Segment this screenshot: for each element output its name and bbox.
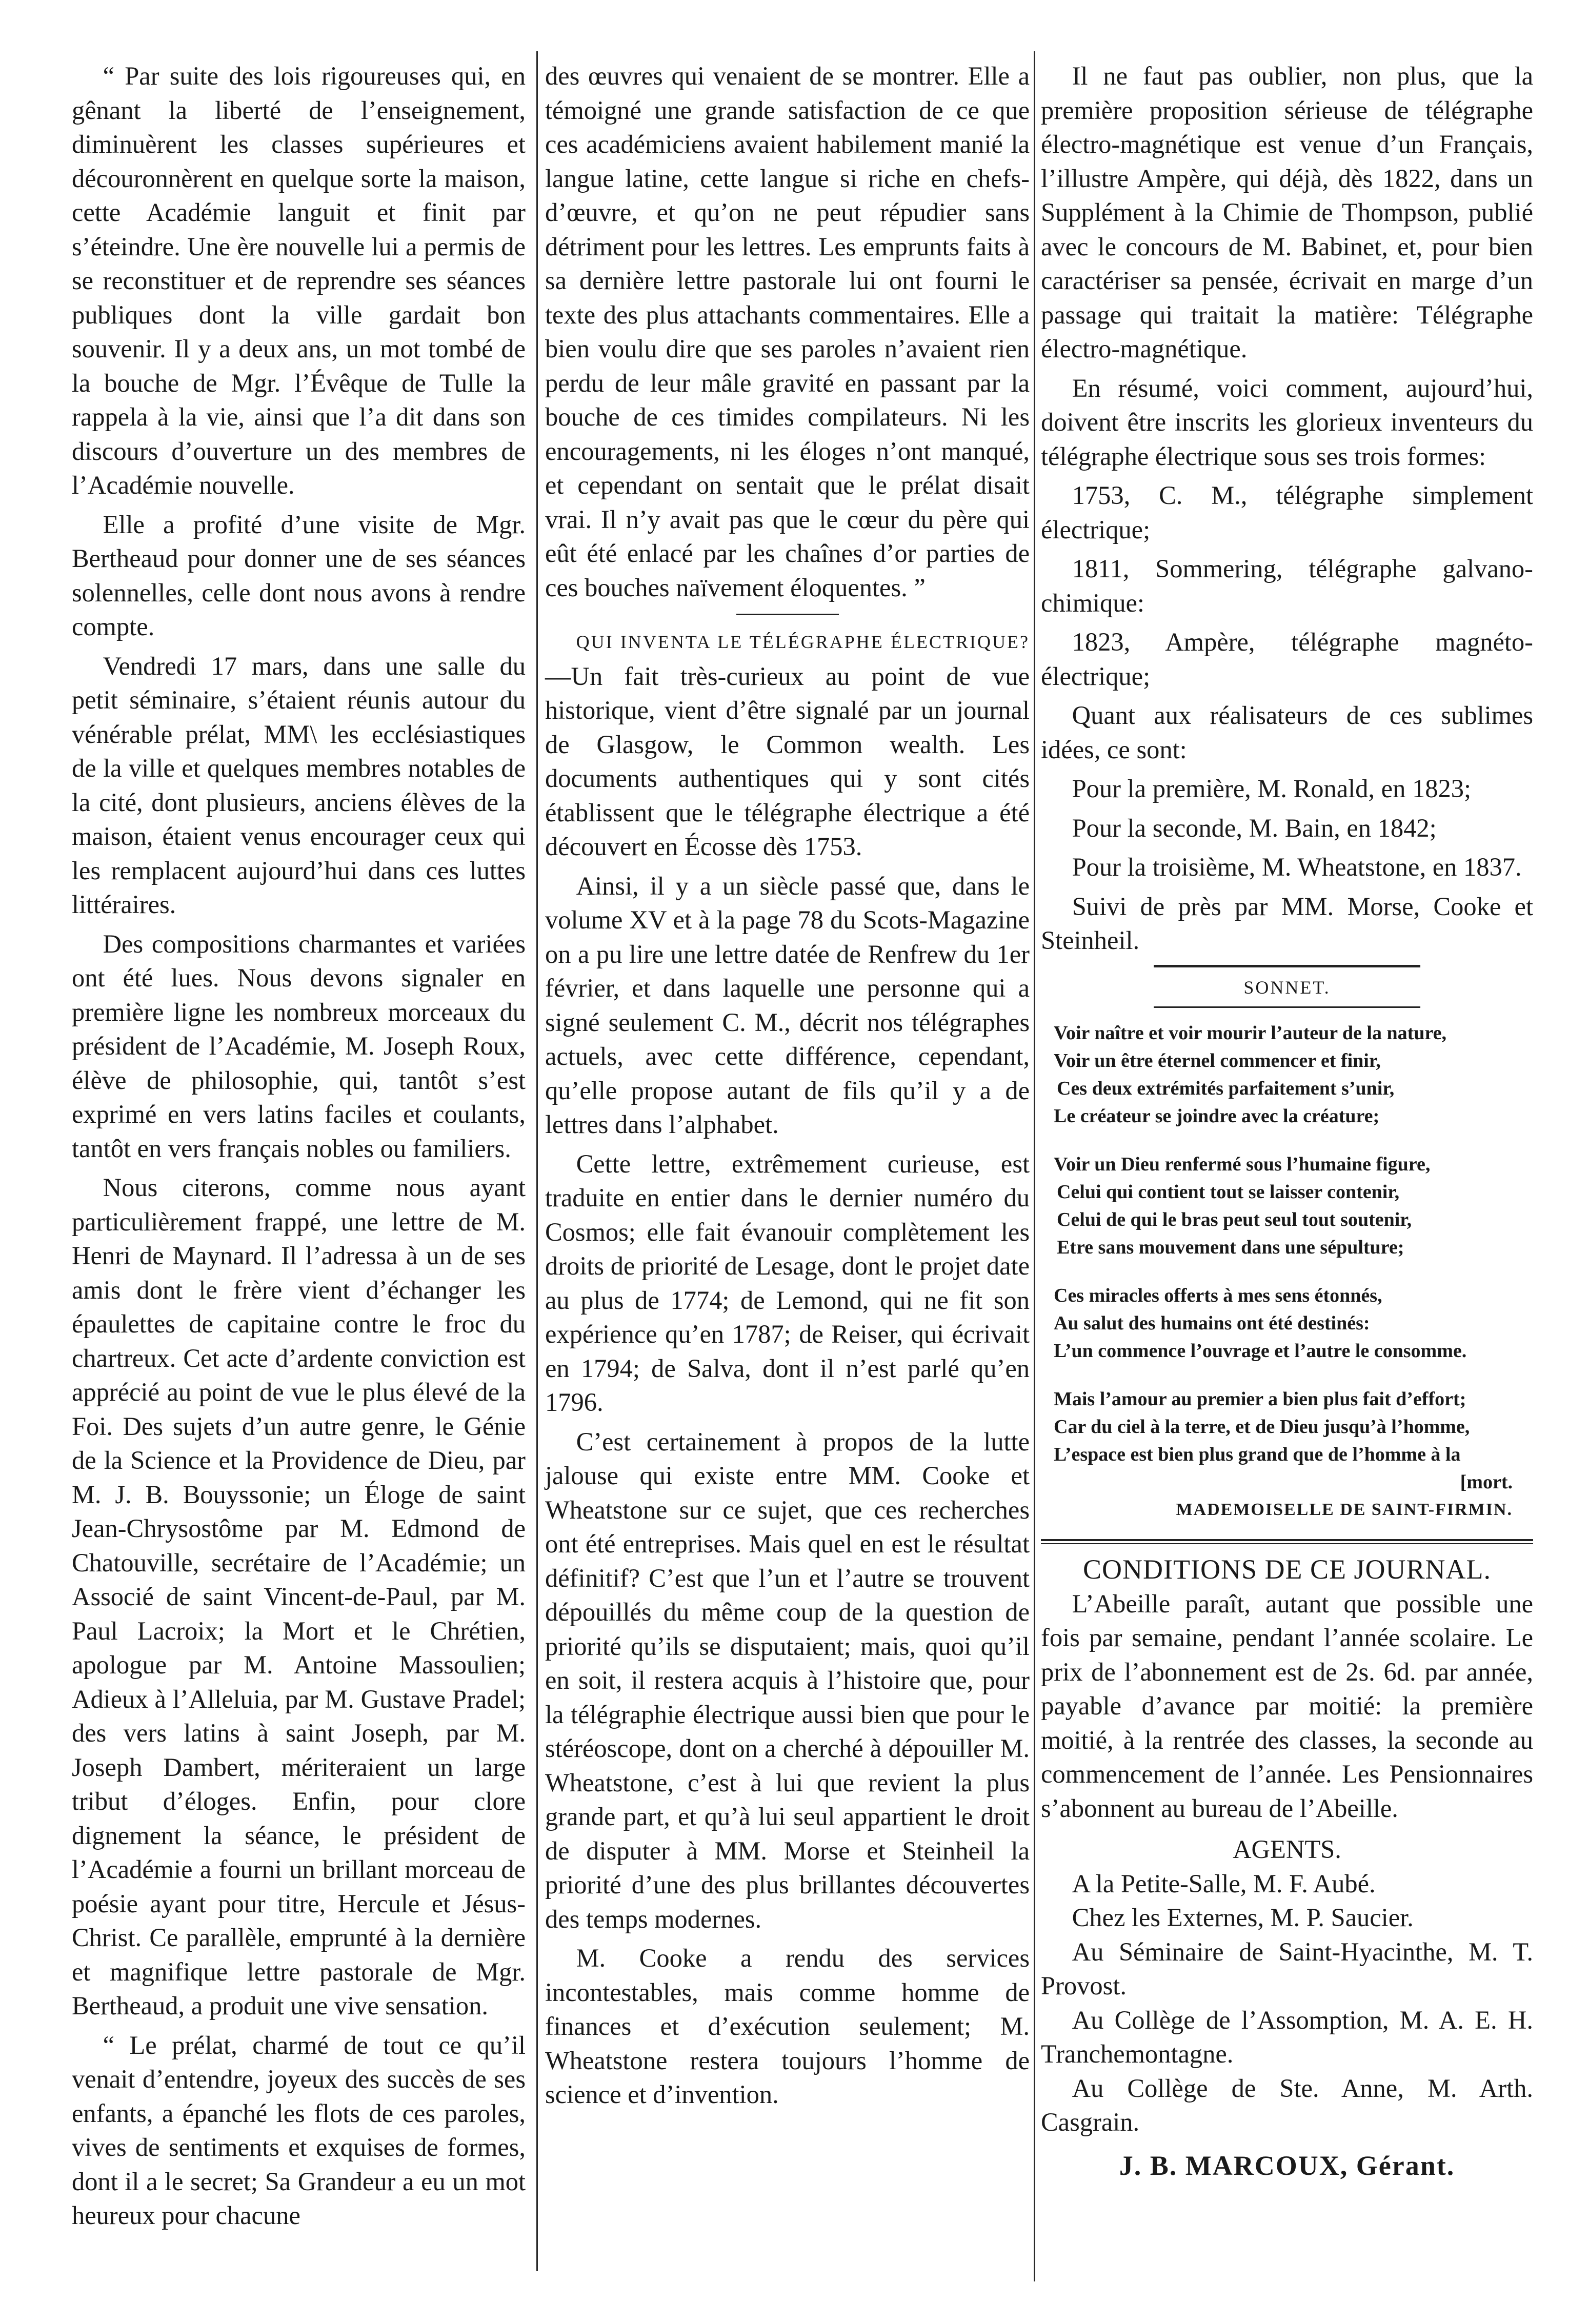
verse-line: Voir un Dieu renfermé sous l’humaine figure, [1054,1154,1431,1175]
verse-line: Ces miracles offerts à mes sens étonnés, [1054,1285,1382,1306]
verse-line: Mais l’amour au premier a bien plus fait d’effort; [1054,1388,1466,1410]
paragraph: des œuvres qui venaient de se montrer. Elle a témoigné une grande satisfaction de ce que ces académiciens avaient habilement manié la langue latine, cette langue si riche en chefs-d’œuvre, et qu’on ne peut répudier sans détriment pour les lettres. Les emprunts faits à sa dernière lettre pastorale lui ont fourni le texte des plus attachants commentaires. Elle a bien voulu dire que ses paroles n’avaient rien perdu de leur mâle gravité en passant par la bouche de ces timides compilateurs. Ni les encouragements, ni les éloges n’ont manqué, et cependant on sentait que le prélat disait vrai. Il n’y avait pas que le cœur du père qui eût été enlacé par les chaînes d’or parties de ces bouches naïvement éloquentes. ” [545,62,1030,602]
paragraph: Nous citerons, comme nous ayant particulièrement frappé, une lettre de M. Henri de Maynard. Il l’adressa à un de ses amis dont le frère vient d’échanger les épaulettes de capitaine contre le froc du chartreux. Cet acte d’ardente conviction est apprécié au point de vue le plus élevé de la Foi. Des sujets d’un autre genre, le Génie de la Science et la Providence de Dieu, par M. J. B. Bouyssonie; un Éloge de saint Jean-Chrysostôme par M. Edmond de Chatouville, secrétaire de l’Académie; un Associé de saint Vincent-de-Paul, par M. Paul Lacroix; la Mort et le Chrétien, apologue par M. Antoine Massoulien; Adieux à l’Alleluia, par M. Gustave Pradel; des vers latins à saint Joseph, par M. Joseph Dambert, mériteraient un large tribut d’éloges. Enfin, pour clore dignement la séance, le président de l’Académie a fourni un brillant morceau de poésie ayant pour titre, Hercule et Jésus-Christ. Ce parallèle, emprunté à la dernière et magnifique lettre pastorale de Mgr. Bertheaud, a produit une vive sensation. [72,1173,526,2020]
paragraph: Des compositions charmantes et variées ont été lues. Nous devons signaler en première ligne les nombreux morceaux du président de l’Académie, M. Joseph Roux, élève de philosophie, qui, tantôt s’est exprimé en vers latins faciles et coulants, tantôt en vers français nobles ou familiers. [72,929,526,1163]
paragraph: Ainsi, il y a un siècle passé que, dans le volume XV et à la page 78 du Scots-Magazine on a pu lire une lettre datée de Renfrew du 1er février, et dans laquelle une personne qui a signé seulement C. M., décrit nos télégraphes actuels, avec cette différence, cependant, qu’elle propose autant de fils qu’il y a de lettres dans l’alphabet. [545,871,1030,1139]
verse-line: L’espace est bien plus grand que de l’homme à la [1054,1444,1461,1465]
paragraph: “ Le prélat, charmé de tout ce qu’il venait d’entendre, joyeux des succès de ses enfants, a épanché les flots de ces paroles, vives de sentiments et exquises de formes, dont il a le secret; Sa Grandeur a eu un mot heureux pour chacune [72,2030,526,2230]
article-heading: QUI INVENTA LE TÉLÉGRAPHE ÉLECTRIQUE? [576,632,1030,652]
sonnet-stanza [1054,1385,1533,1524]
agent-item: A la Petite-Salle, M. F. Aubé. [1072,1869,1376,1898]
divider [736,614,839,615]
paragraph: “ Par suite des lois rigoureuses qui, en gênant la liberté de l’enseignement, diminuèrent les classes supérieures et découronnèrent en quelque sorte la maison, cette Académie languit et finit par s’éteindre. Une ère nouvelle lui a permis de se reconstituer et de reprendre ses séances publiques dont la ville gardait bon souvenir. Il y a deux ans, un mot tombé de la bouche de Mgr. l’Évêque de Tulle la rappela à la vie, ainsi que l’a dit dans son discours d’ouverture un des membres de l’Académie nouvelle. [72,62,526,499]
agent-item: Au Séminaire de Saint-Hyacinthe, M. T. Provost. [1041,1937,1533,2000]
paragraph: Vendredi 17 mars, dans une salle du petit séminaire, s’étaient réunis autour du vénérable prélat, MM\ les ecclésiastiques de la ville et quelques membres notables de la cité, dont plusieurs, anciens élèves de la maison, étaient venus encourager ceux qui les remplacent aujourd’hui dans ces luttes littéraires. [72,651,526,919]
list-item: Pour la troisième, M. Wheatstone, en 1837. [1072,853,1522,881]
paragraph: Suivi de près par MM. Morse, Cooke et Steinheil. [1041,892,1533,955]
agents-title: AGENTS. [1233,1835,1341,1864]
section-divider [1041,1539,1533,1544]
verse-line: Voir naître et voir mourir l’auteur de la nature, [1054,1022,1446,1044]
column-3 [1041,59,1533,2182]
column-rule-right [1034,51,1035,2281]
agent-item: Au Collège de l’Assomption, M. A. E. H. Tranchemontagne. [1041,2005,1533,2068]
conditions-title: CONDITIONS DE CE JOURNAL. [1083,1554,1491,1585]
sonnet [1041,1019,1533,1524]
verse-line: Voir un être éternel commencer et finir, [1054,1050,1381,1072]
sonnet-stanza [1054,1282,1533,1365]
conditions-text: L’Abeille paraît, autant que possible une fois par semaine, pendant l’année scolaire. Le prix de l’abonnement est de 2s. 6d. par année, payable d’avance par moitié: la première moitié, à la rentrée des classes, la seconde au commencement de l’année. Les Pensionnaires s’abonnent au bureau de l’Abeille. [1041,1589,1533,1823]
verse-line: Au salut des humains ont été destinés: [1054,1312,1370,1334]
article-lead: —Un fait très-curieux au point de vue historique, vient d’être signalé par un journal de Glasgow, le Common wealth. Les documents authentiques qui y sont cités établissent que le télégraphe électrique a été découvert en Écosse dès 1753. [545,661,1030,861]
list-item: 1811, Sommering, télégraphe galvano-chimique: [1041,554,1533,617]
paragraph: Elle a profité d’une visite de Mgr. Bertheaud pour donner une de ses séances solennelles, celle dont nous avons à rendre compte. [72,510,526,641]
verse-line: L’un commence l’ouvrage et l’autre le consomme. [1054,1340,1467,1362]
list-item: Pour la seconde, M. Bain, en 1842; [1072,813,1437,842]
verse-line: Le créateur se joindre avec la créature; [1054,1105,1380,1127]
agent-item: Chez les Externes, M. P. Saucier. [1072,1903,1414,1932]
sonnet-stanza [1054,1150,1533,1261]
verse-line-end: [mort. [1460,1471,1513,1493]
column-1 [72,59,526,2233]
paragraph: C’est certainement à propos de la lutte jalouse qui existe entre MM. Cooke et Wheatstone sur ce sujet, que ces recherches ont été entreprises. Mais quel en est le résultat définitif? C’est que l’un et l’autre se trouvent dépouillés du même coup de la question de priorité qu’ils se disputaient; mais, quoi qu’il en soit, il restera acquis à l’histoire que, pour la télégraphie électrique aussi bien que pour le stéréoscope, dont on a cherché à dépouiller M. Wheatstone, c’est à lui que revient la plus grande part, et qu’à lui seul appartient le droit de disputer à MM. Morse et Steinheil la priorité d’une des plus brillantes découvertes des temps modernes. [545,1427,1030,1933]
paragraph: En résumé, voici comment, aujourd’hui, doivent être inscrits les glorieux inventeurs du télégraphe électrique sous ses trois formes: [1041,373,1533,471]
paragraph: Quant aux réalisateurs de ces sublimes idées, ce sont: [1041,701,1533,764]
verse-line: Car du ciel à la terre, et de Dieu jusqu’à l’homme, [1054,1416,1470,1438]
verse-line: Ces deux extrémités parfaitement s’unir, [1057,1078,1395,1099]
column-rule-left [536,51,538,2271]
sonnet-title: SONNET. [1154,965,1420,1008]
list-item: 1823, Ampère, télégraphe magnéto-électrique; [1041,628,1533,691]
verse-line: Etre sans mouvement dans une sépulture; [1057,1237,1404,1258]
column-2 [545,59,1030,2112]
sonnet-signature: MADEMOISELLE DE SAINT-FIRMIN. [1176,1500,1513,1519]
verse-line: Celui de qui le bras peut seul tout soutenir, [1057,1209,1412,1230]
list-item: Pour la première, M. Ronald, en 1823; [1072,774,1471,803]
verse-line: Celui qui contient tout se laisser contenir, [1057,1181,1400,1203]
article-telegraphe [545,622,1030,864]
agent-item: Au Collège de Ste. Anne, M. Arth. Casgrain. [1041,2073,1533,2136]
gerant-signature: J. B. MARCOUX, Gérant. [1119,2150,1455,2181]
list-item: 1753, C. M., télégraphe simplement électrique; [1041,481,1533,544]
paragraph: Cette lettre, extrêmement curieuse, est traduite en entier dans le dernier numéro du Cosmos; elle fait évanouir complètement les droits de priorité de Lesage, dont le projet date au plus de 1774; de Lemond, qui ne fit son expérience qu’en 1787; de Reiser, qui écrivait en 1794; de Salva, dont il n’est parlé qu’en 1796. [545,1149,1030,1417]
paragraph: M. Cooke a rendu des services incontestables, mais comme homme de finances et d’exécution seulement; M. Wheatstone restera toujours l’homme de science et d’invention. [545,1944,1030,2109]
sonnet-stanza [1054,1019,1533,1130]
paragraph: Il ne faut pas oublier, non plus, que la première proposition sérieuse de télégraphe électro-magnétique est venue d’un Français, l’illustre Ampère, qui déjà, dès 1822, dans un Supplément à la Chimie de Thompson, publié avec le concours de M. Babinet, et, pour bien caractériser sa pensée, écrivait en marge d’un passage qui traitait la matière: Télégraphe électro-magnétique. [1041,62,1533,363]
